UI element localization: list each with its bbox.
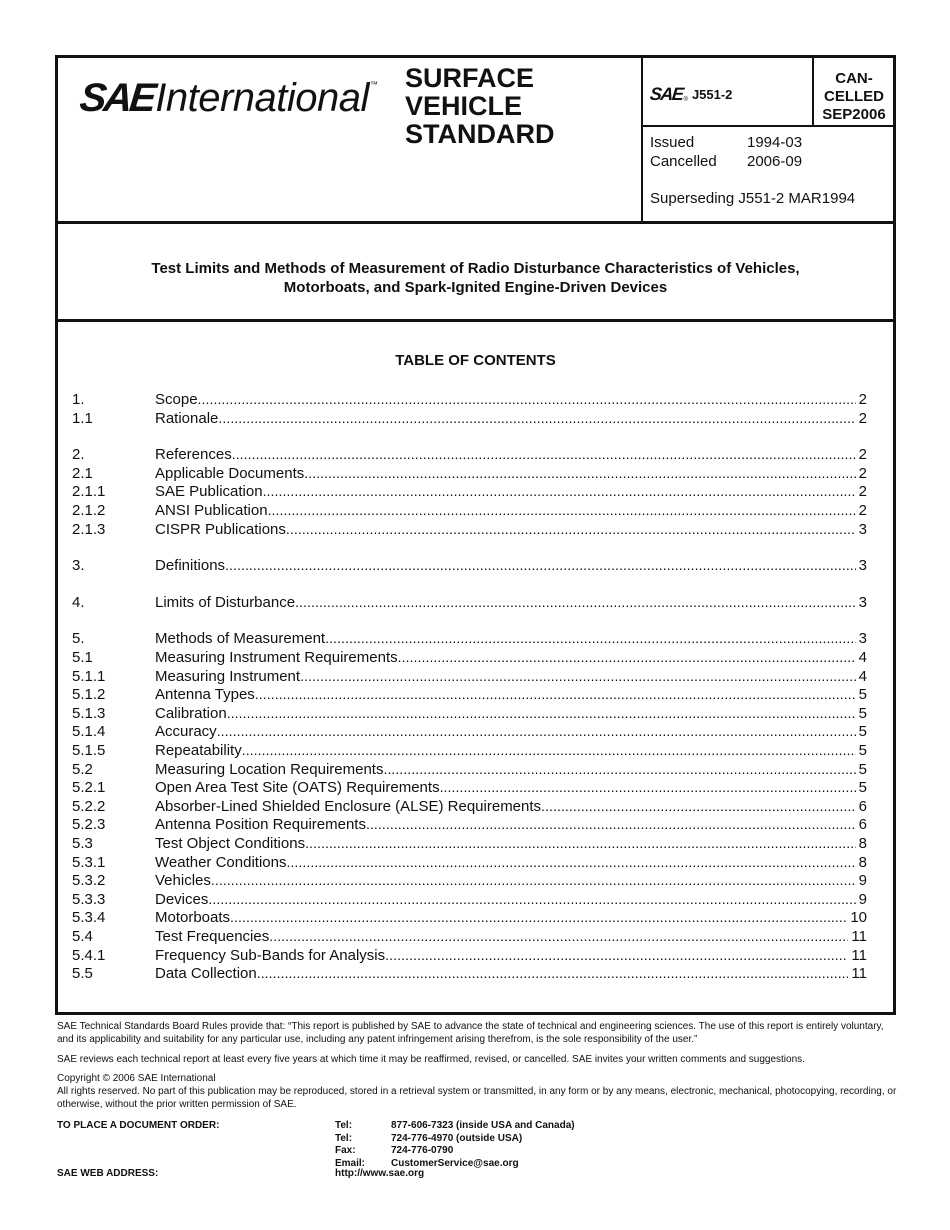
toc-entry[interactable] bbox=[72, 445, 867, 464]
toc-entry-number: 2.1.3 bbox=[72, 520, 106, 538]
toc-leader-dots bbox=[541, 797, 856, 816]
toc-entry[interactable] bbox=[72, 482, 867, 501]
toc-entry-page: 3 bbox=[858, 630, 867, 648]
contact-value: 877-606-7323 (inside USA and Canada) bbox=[391, 1120, 575, 1131]
doc-type-line: VEHICLE bbox=[405, 91, 523, 121]
toc-entry-number: 5.5 bbox=[72, 965, 93, 983]
toc-entry[interactable] bbox=[72, 685, 867, 704]
toc-leader-dots bbox=[304, 464, 855, 483]
toc-entry[interactable] bbox=[72, 853, 867, 872]
toc-entry[interactable] bbox=[72, 556, 867, 575]
toc-entry-number: 5.1.4 bbox=[72, 723, 106, 741]
toc-entry-title: Accuracy bbox=[155, 723, 217, 741]
document-number-block bbox=[650, 84, 732, 105]
toc-entry[interactable] bbox=[72, 908, 867, 927]
contact-value: 724-776-4970 (outside USA) bbox=[391, 1132, 523, 1144]
contact-value[interactable]: CustomerService@sae.org bbox=[391, 1157, 519, 1169]
toc-entry-page: 2 bbox=[858, 464, 867, 482]
toc-leader-dots bbox=[211, 871, 856, 890]
toc-entry[interactable] bbox=[72, 704, 867, 723]
toc-entry-number: 5.1.5 bbox=[72, 742, 106, 759]
document-type bbox=[405, 64, 555, 148]
toc-leader-dots bbox=[257, 964, 849, 983]
toc-entry-number: 5.2.2 bbox=[72, 797, 106, 815]
toc-entry[interactable] bbox=[72, 797, 867, 816]
toc-entry-page: 5 bbox=[858, 704, 867, 722]
toc-entry-page: 6 bbox=[858, 816, 867, 834]
toc-leader-dots bbox=[269, 927, 848, 946]
toc-entry[interactable] bbox=[72, 648, 867, 667]
toc-entry-page: 5 bbox=[858, 686, 867, 704]
toc-leader-dots bbox=[325, 629, 856, 648]
toc-entry[interactable] bbox=[72, 390, 867, 409]
toc-leader-dots bbox=[227, 704, 856, 723]
toc-entry-title: Motorboats bbox=[155, 909, 231, 927]
header-column-divider bbox=[641, 55, 643, 222]
toc-leader-dots bbox=[230, 908, 847, 927]
doc-type-line: STANDARD bbox=[405, 119, 555, 149]
toc-entry-number: 5.3.2 bbox=[72, 872, 106, 890]
toc-entry-title: Repeatability bbox=[155, 742, 242, 759]
toc-entry-title: Antenna Position Requirements bbox=[155, 816, 366, 834]
toc-leader-dots bbox=[208, 890, 855, 909]
toc-entry-title: Test Frequencies bbox=[155, 928, 270, 945]
toc-entry-page: 6 bbox=[858, 797, 867, 815]
toc-leader-dots bbox=[305, 834, 856, 853]
toc-entry-page: 4 bbox=[858, 667, 867, 685]
toc-leader-dots bbox=[232, 445, 856, 464]
issued-value: 1994-03 bbox=[747, 134, 803, 151]
contact-label: Tel: bbox=[335, 1132, 353, 1144]
sae-international-logo bbox=[77, 76, 378, 120]
document-number: J551-2 bbox=[691, 87, 733, 102]
title-divider bbox=[55, 319, 896, 322]
toc-entry[interactable] bbox=[72, 815, 867, 834]
toc-entry-title: Measuring Instrument bbox=[155, 667, 301, 685]
toc-entry-page: 3 bbox=[858, 557, 867, 575]
toc-entry-title: Weather Conditions bbox=[155, 853, 287, 871]
toc-entry-page: 11 bbox=[851, 965, 867, 983]
toc-entry-page: 2 bbox=[858, 502, 867, 519]
toc-entry[interactable] bbox=[72, 520, 867, 539]
toc-entry-number: 2.1.2 bbox=[72, 502, 106, 519]
logo-trademark: ™ bbox=[369, 80, 378, 89]
toc-entry-page: 8 bbox=[858, 853, 867, 871]
toc-entry-page: 8 bbox=[858, 835, 867, 852]
toc-entry-page: 5 bbox=[858, 760, 867, 778]
contact-value: 724-776-0790 bbox=[391, 1145, 454, 1156]
toc-entry[interactable] bbox=[72, 667, 867, 686]
toc-entry-title: Frequency Sub-Bands for Analysis bbox=[155, 946, 386, 964]
toc-leader-dots bbox=[268, 501, 856, 520]
toc-entry[interactable] bbox=[72, 834, 867, 853]
toc-leader-dots bbox=[217, 722, 856, 741]
status-line: CELLED bbox=[824, 88, 884, 105]
toc-entry-page: 2 bbox=[858, 483, 867, 501]
toc-entry-page: 2 bbox=[858, 446, 867, 464]
issued-row bbox=[650, 134, 802, 152]
toc-leader-dots bbox=[383, 760, 855, 779]
toc-entry-title: Scope bbox=[155, 391, 198, 408]
status-column-divider bbox=[812, 55, 814, 127]
toc-entry-number: 5.1.3 bbox=[72, 704, 106, 722]
toc-entry[interactable] bbox=[72, 741, 867, 760]
contact-label: Email: bbox=[335, 1157, 366, 1169]
status-line: SEP2006 bbox=[822, 106, 886, 123]
toc-entry-page: 2 bbox=[858, 409, 867, 427]
toc-entry-title: Methods of Measurement bbox=[155, 630, 326, 648]
toc-entry-page: 3 bbox=[858, 520, 867, 538]
toc-leader-dots bbox=[255, 685, 856, 704]
toc-entry-title: Vehicles bbox=[155, 872, 211, 890]
toc-entry-number: 5. bbox=[72, 630, 85, 648]
header-divider bbox=[55, 221, 896, 224]
cancelled-row bbox=[650, 153, 802, 171]
toc-leader-dots bbox=[198, 390, 856, 409]
superseding-row: Superseding J551-2 MAR1994 bbox=[650, 190, 856, 207]
toc-entry-title: Antenna Types bbox=[155, 686, 255, 704]
contact-label: Tel: bbox=[335, 1120, 353, 1131]
toc-leader-dots bbox=[242, 741, 856, 760]
toc-entry-page: 9 bbox=[858, 890, 867, 908]
toc-entry-number: 2.1 bbox=[72, 464, 93, 482]
rights-text: All rights reserved. No part of this publication may be reproduced, stored in a retrieval system or transmitted, in any form or by any means, electronic, mechanical, photocopying, recording, or otherwise, without the prior written permission of SAE. bbox=[57, 1086, 897, 1110]
copyright: Copyright © 2006 SAE International bbox=[57, 1073, 216, 1084]
toc-entry-number: 5.2.3 bbox=[72, 816, 106, 834]
toc-entry-title: Test Object Conditions bbox=[155, 835, 306, 852]
toc-entry-number: 5.1 bbox=[72, 649, 93, 666]
toc-entry-number: 5.1.2 bbox=[72, 686, 106, 704]
order-label: TO PLACE A DOCUMENT ORDER: bbox=[57, 1120, 220, 1131]
toc-entry[interactable] bbox=[72, 593, 867, 612]
toc-entry[interactable] bbox=[72, 629, 867, 648]
toc-entry-title: ANSI Publication bbox=[155, 502, 268, 519]
toc-leader-dots bbox=[440, 778, 856, 797]
mini-sae-logo: SAE bbox=[649, 84, 684, 104]
status-line: CAN- bbox=[835, 70, 873, 87]
toc-entry-page: 3 bbox=[858, 593, 867, 611]
toc-leader-dots bbox=[398, 648, 856, 667]
toc-entry-number: 5.3.1 bbox=[72, 853, 106, 871]
review-text: SAE reviews each technical report at least every five years at which time it may be reaffirmed, revised, or cancelled. SAE invites your written comments and suggestions. bbox=[57, 1054, 805, 1065]
title-line: Test Limits and Methods of Measurement of Radio Disturbance Characteristics of Vehicles, bbox=[151, 260, 800, 277]
toc-entry-number: 1. bbox=[72, 391, 85, 408]
toc-entry[interactable] bbox=[72, 409, 867, 428]
toc-entry-page: 11 bbox=[851, 928, 867, 945]
toc-leader-dots bbox=[385, 946, 848, 965]
toc-entry-number: 2.1.1 bbox=[72, 483, 106, 501]
toc-entry-number: 1.1 bbox=[72, 409, 93, 427]
toc-entry-number: 5.4.1 bbox=[72, 946, 106, 964]
toc-entry-number: 3. bbox=[72, 557, 85, 575]
toc-entry-title: CISPR Publications bbox=[155, 520, 286, 538]
rules-text: SAE Technical Standards Board Rules provide that: “This report is published by SAE to advance the state of technical and engineering sciences. The use of this report is entirely voluntary, and its applicability and suitability for any particular use, including any patent infringement arising therefrom, is the sole responsibility of the user.” bbox=[57, 1021, 884, 1045]
logo-brand: SAE bbox=[77, 76, 156, 120]
toc-entry-title: Open Area Test Site (OATS) Requirements bbox=[155, 779, 440, 797]
toc-entry-page: 4 bbox=[858, 649, 867, 666]
toc-entry[interactable] bbox=[72, 501, 867, 520]
toc-entry-page: 5 bbox=[858, 723, 867, 741]
toc-entry[interactable] bbox=[72, 890, 867, 909]
issued-label: Issued bbox=[650, 134, 695, 151]
toc-entry-number: 5.3.3 bbox=[72, 890, 106, 908]
toc-entry[interactable] bbox=[72, 760, 867, 779]
toc-entry-number: 5.2.1 bbox=[72, 779, 106, 797]
toc-entry[interactable] bbox=[72, 464, 867, 483]
status-badge bbox=[815, 70, 893, 124]
toc-entry-number: 2. bbox=[72, 446, 85, 464]
cancelled-value: 2006-09 bbox=[747, 153, 803, 170]
toc-entry-page: 2 bbox=[858, 391, 867, 408]
toc-entry-title: References bbox=[155, 446, 232, 464]
toc-entry[interactable] bbox=[72, 778, 867, 797]
toc-entry-number: 5.4 bbox=[72, 928, 93, 945]
toc-entry-page: 10 bbox=[850, 909, 867, 927]
toc-entry[interactable] bbox=[72, 927, 867, 946]
toc-leader-dots bbox=[300, 667, 856, 686]
toc-entry[interactable] bbox=[72, 722, 867, 741]
mini-logo-registered: ® bbox=[683, 96, 688, 103]
cancelled-label: Cancelled bbox=[650, 153, 717, 170]
toc-entry-page: 9 bbox=[858, 872, 867, 890]
toc-entry-page: 11 bbox=[851, 946, 867, 964]
toc-entry[interactable] bbox=[72, 946, 867, 965]
title-line: Motorboats, and Spark-Ignited Engine-Driven Devices bbox=[283, 279, 668, 296]
toc-entry[interactable] bbox=[72, 964, 867, 983]
toc-leader-dots bbox=[263, 482, 856, 501]
toc-entry-number: 5.3 bbox=[72, 835, 93, 852]
toc-entry-title: Measuring Location Requirements bbox=[155, 760, 384, 778]
contact-label: Fax: bbox=[335, 1145, 356, 1156]
document-title bbox=[58, 259, 893, 297]
toc-entry-title: Calibration bbox=[155, 704, 227, 722]
toc-entry-page: 5 bbox=[858, 742, 867, 759]
toc-entry-title: Absorber-Lined Shielded Enclosure (ALSE) Requirements bbox=[155, 797, 542, 815]
toc-entry-title: Devices bbox=[155, 890, 209, 908]
toc-entry-title: Limits of Disturbance bbox=[155, 593, 296, 611]
toc-entry-number: 5.3.4 bbox=[72, 909, 106, 927]
web-address-link[interactable]: http://www.sae.org bbox=[335, 1168, 425, 1179]
toc-entry[interactable] bbox=[72, 871, 867, 890]
toc-entry-title: Data Collection bbox=[155, 965, 257, 983]
toc-entry-title: Rationale bbox=[155, 409, 219, 427]
toc-leader-dots bbox=[218, 409, 855, 428]
toc-entry-title: SAE Publication bbox=[155, 483, 263, 501]
doc-type-line: SURFACE bbox=[405, 63, 535, 93]
toc-entry-title: Measuring Instrument Requirements bbox=[155, 649, 398, 666]
toc-leader-dots bbox=[225, 556, 856, 575]
toc-entry-title: Definitions bbox=[155, 557, 226, 575]
toc-heading: TABLE OF CONTENTS bbox=[395, 352, 556, 369]
toc-entry-title: Applicable Documents bbox=[155, 464, 305, 482]
toc-leader-dots bbox=[286, 853, 855, 872]
toc-entry-number: 5.1.1 bbox=[72, 667, 106, 685]
toc-entry-number: 5.2 bbox=[72, 760, 93, 778]
toc-leader-dots bbox=[366, 815, 856, 834]
toc-leader-dots bbox=[295, 593, 856, 612]
status-divider bbox=[641, 125, 896, 127]
web-label: SAE WEB ADDRESS: bbox=[57, 1168, 159, 1179]
logo-text: International bbox=[155, 76, 369, 120]
toc-entry-number: 4. bbox=[72, 593, 85, 611]
toc-entry-page: 5 bbox=[858, 779, 867, 797]
toc-leader-dots bbox=[286, 520, 856, 539]
